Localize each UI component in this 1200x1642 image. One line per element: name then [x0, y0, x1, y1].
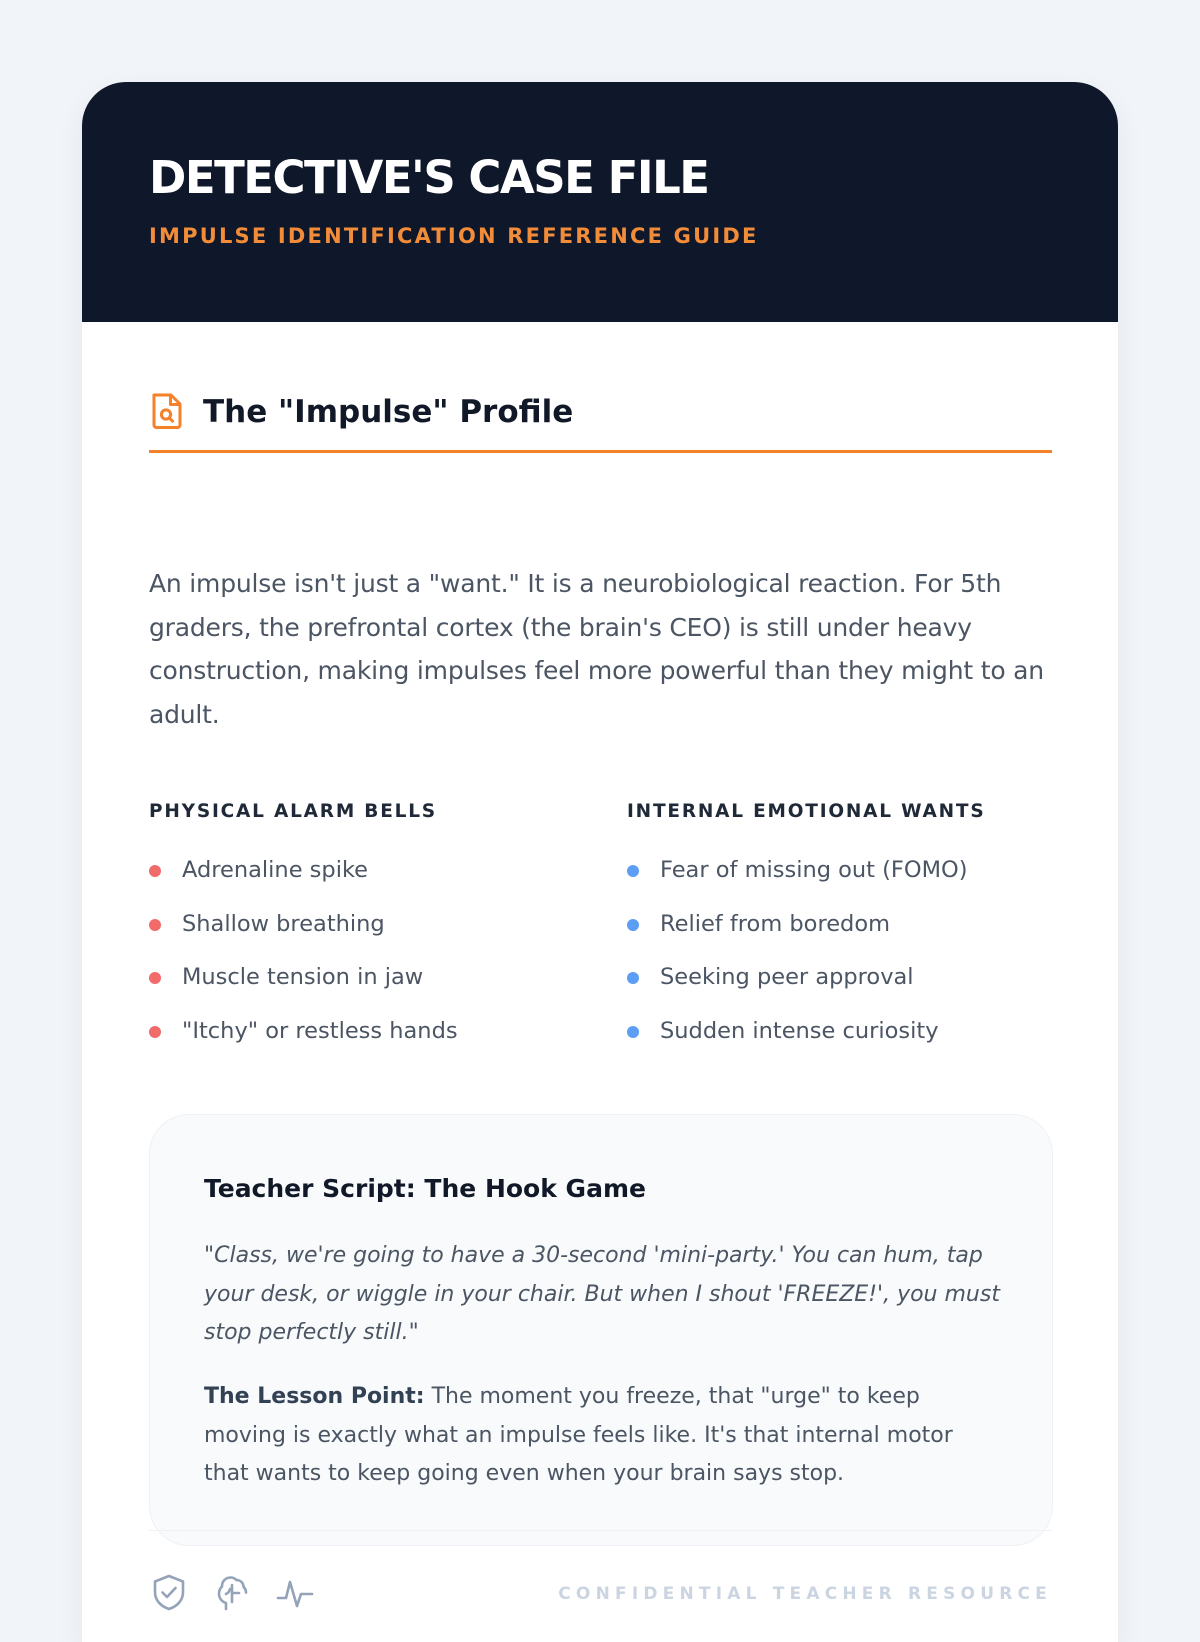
footer-label: CONFIDENTIAL TEACHER RESOURCE	[558, 1584, 1052, 1604]
page-subtitle: IMPULSE IDENTIFICATION REFERENCE GUIDE	[149, 224, 759, 248]
bullet-dot	[627, 865, 639, 877]
footer-divider	[149, 1530, 1052, 1531]
teacher-script-box	[149, 1114, 1053, 1546]
list-item	[149, 962, 579, 1016]
bullet-dot	[149, 865, 161, 877]
list-item-text: "Itchy" or restless hands	[182, 1017, 458, 1044]
lesson-point-label: The Lesson Point:	[204, 1384, 425, 1409]
list-item-text: Seeking peer approval	[660, 964, 914, 990]
list-item	[627, 962, 1057, 1016]
bullet-dot	[149, 972, 161, 984]
bullet-dot	[149, 919, 161, 931]
list-item	[627, 909, 1057, 963]
list-item	[149, 1016, 579, 1070]
document-search-icon	[149, 391, 185, 431]
header	[82, 82, 1118, 322]
lesson-point	[204, 1378, 1004, 1494]
list-item-text: Adrenaline spike	[182, 857, 369, 883]
list-item	[149, 909, 579, 963]
section-header	[149, 390, 1052, 453]
list-item-text: Relief from boredom	[660, 910, 891, 937]
case-file-card	[82, 82, 1118, 1642]
script-quote: "Class, we're going to have a 30-second 'mini-party.' You can hum, tap your desk, or wiggle in your chair. But when I shout 'FREEZE!', you must stop perfectly still."	[204, 1243, 1000, 1345]
intro-paragraph: An impulse isn't just a "want." It is a neurobiological reaction. For 5th graders, the prefrontal cortex (the brain's CEO) is still under heavy construction, making impulses feel more powerful than they might to an adult.	[149, 569, 1044, 729]
bullet-dot	[627, 919, 639, 931]
list-item-text: Muscle tension in jaw	[182, 964, 424, 990]
internal-emotional-wants-column	[627, 800, 1057, 1044]
list-item-text: Fear of missing out (FOMO)	[660, 857, 968, 883]
list-item	[627, 855, 1057, 909]
list-item-text: Shallow breathing	[182, 910, 385, 937]
bullet-dot	[627, 1026, 639, 1038]
bullet-dot	[149, 1026, 161, 1038]
list-item-text: Sudden intense curiosity	[660, 1017, 939, 1044]
section-title: The "Impulse" Profile	[203, 394, 574, 430]
column-heading: PHYSICAL ALARM BELLS	[149, 801, 437, 822]
heartbeat-icon	[275, 1572, 315, 1612]
physical-alarm-bells-column	[149, 800, 579, 1044]
physical-list	[149, 855, 579, 1069]
list-item	[149, 855, 579, 909]
lesson-point-text: The moment you freeze, that "urge" to keep moving is exactly what an impulse feels like. It's that internal motor that wants to keep going even when your brain says stop.	[204, 1384, 953, 1486]
emotional-list	[627, 855, 1057, 1069]
page-title: DETECTIVE'S CASE FILE	[149, 151, 709, 204]
shield-check-icon	[149, 1572, 189, 1612]
bullet-dot	[627, 972, 639, 984]
brain-icon	[212, 1572, 252, 1612]
list-item	[627, 1016, 1057, 1070]
script-title: Teacher Script: The Hook Game	[204, 1174, 646, 1203]
column-heading: INTERNAL EMOTIONAL WANTS	[627, 801, 986, 822]
